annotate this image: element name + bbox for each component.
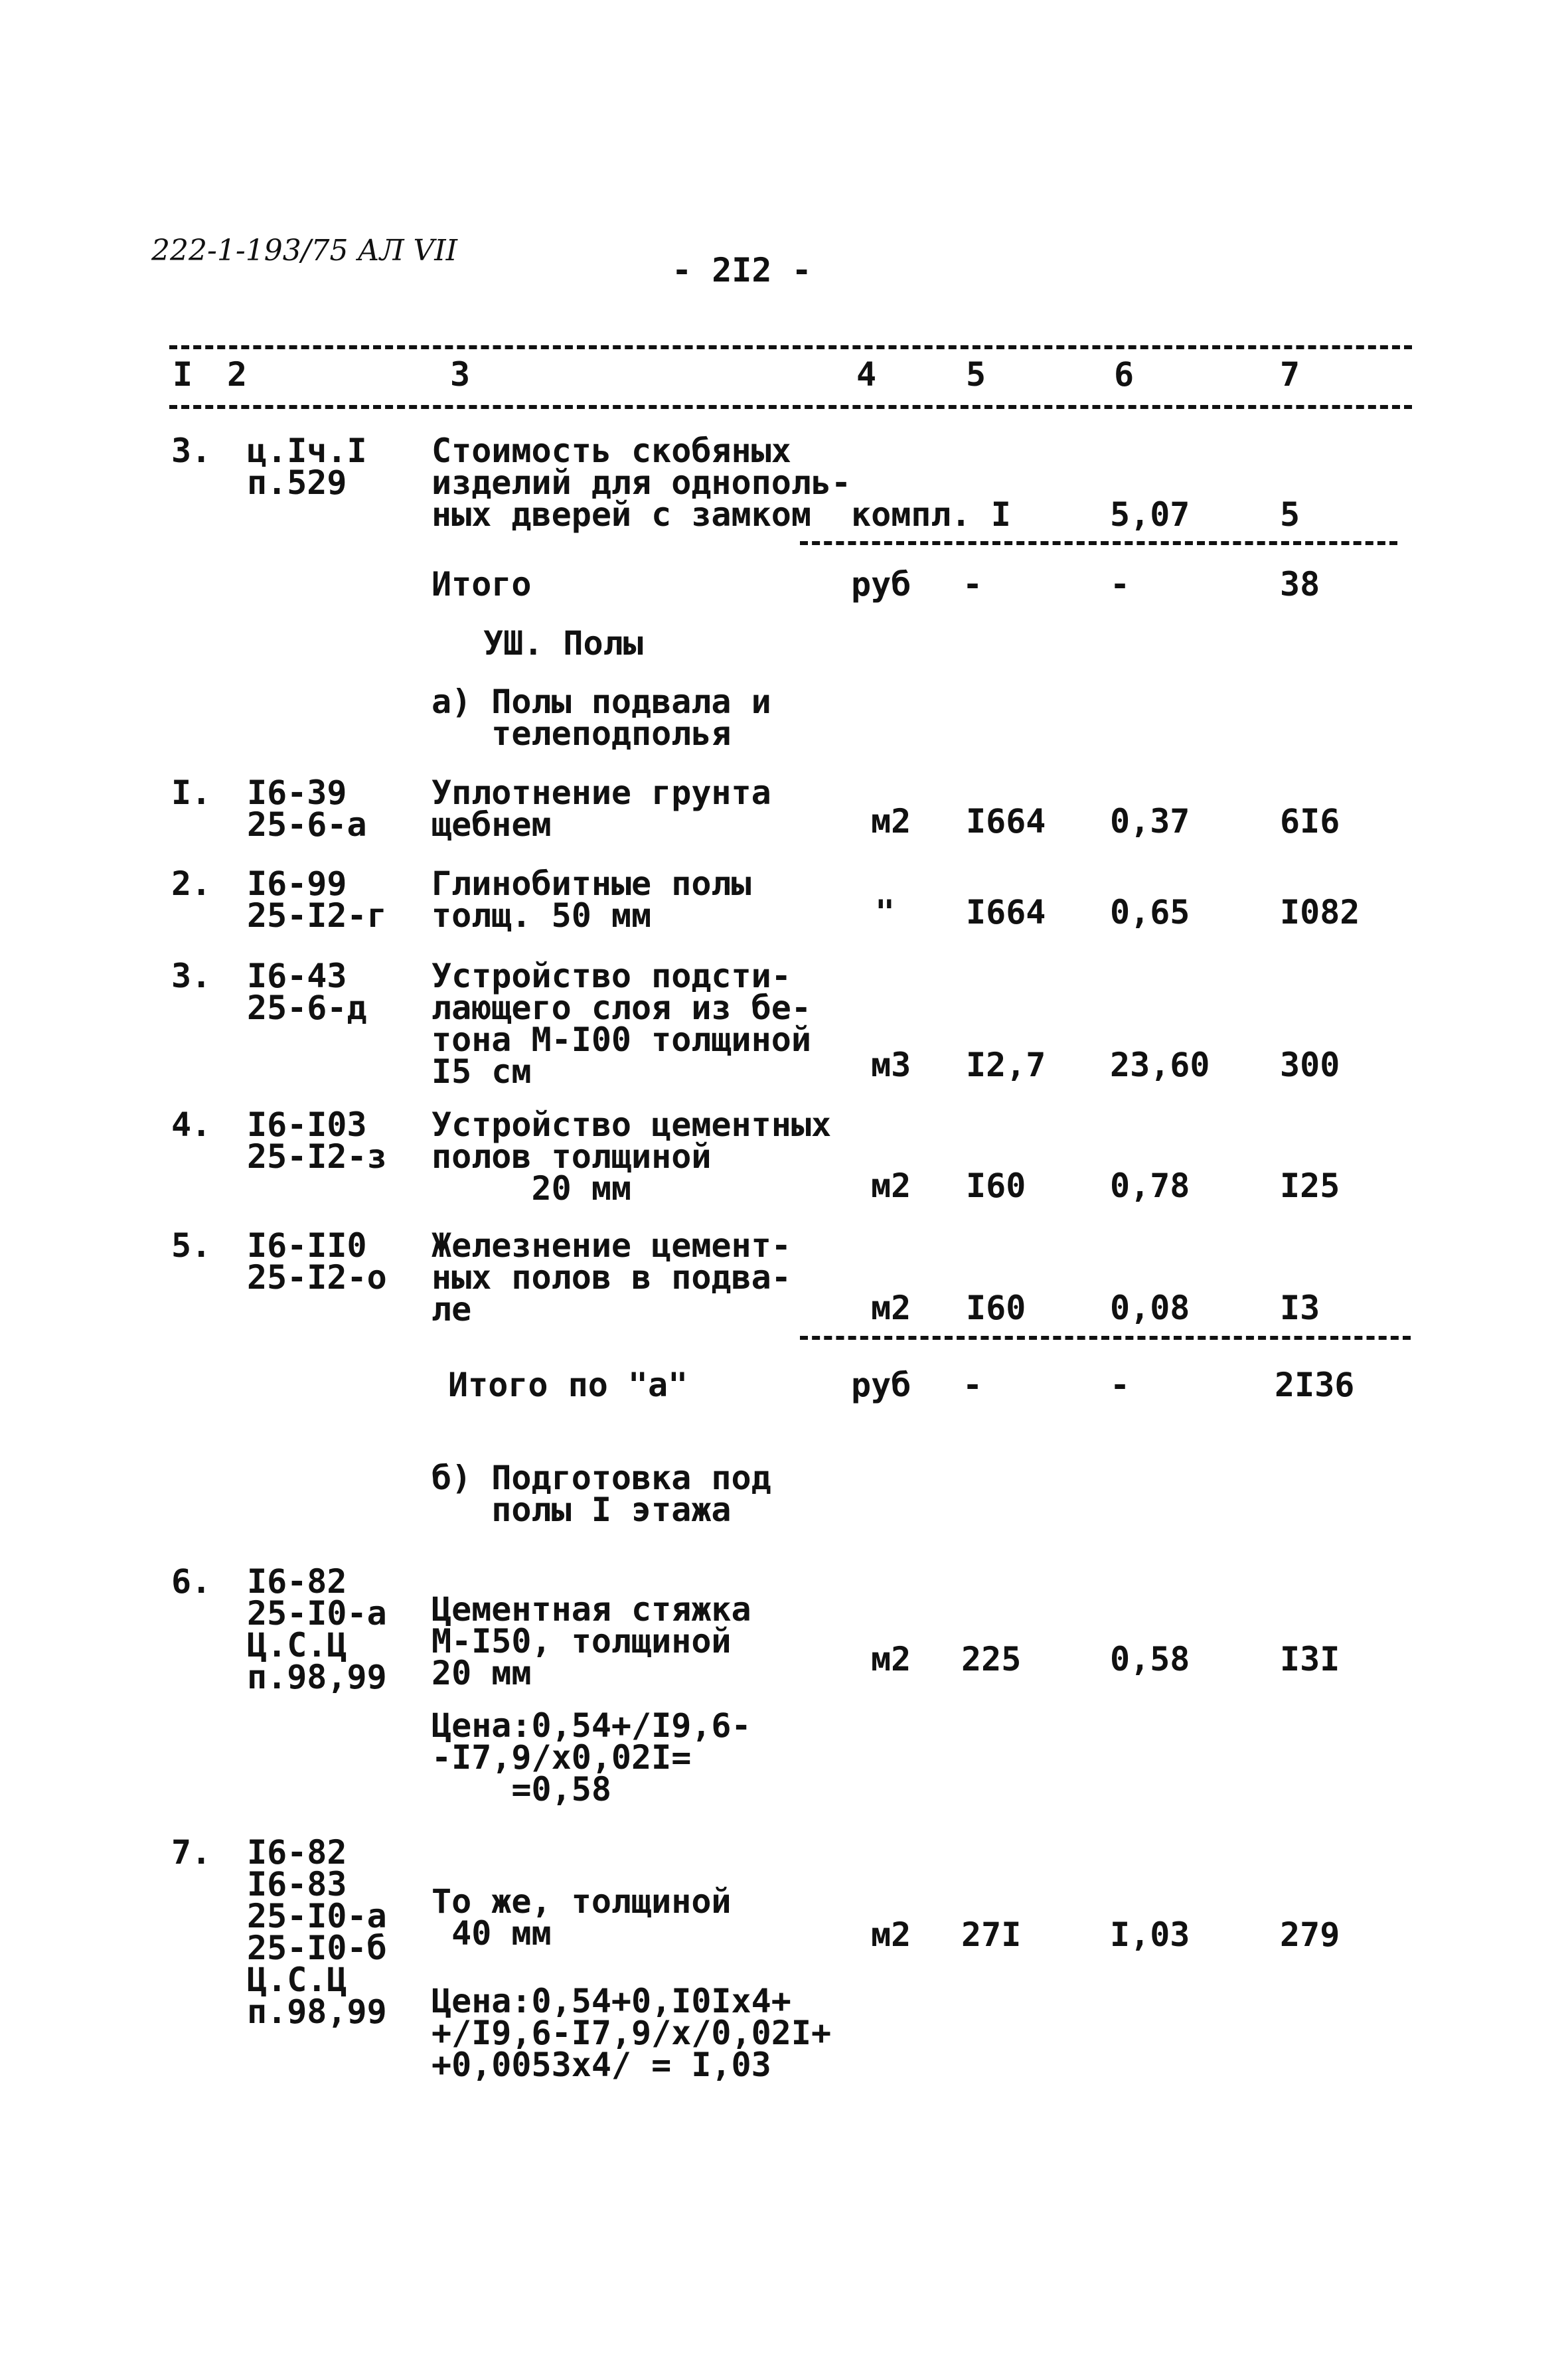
row-qty: I664 <box>966 802 1046 841</box>
row-qty: I664 <box>966 893 1046 932</box>
row-unit: м3 <box>871 1046 911 1084</box>
price-calculation-note: Цена:0,54+/I9,6- -I7,9/х0,02I= =0,58 <box>431 1706 751 1809</box>
row-description: Железнение цемент- ных полов в подва- ле <box>431 1226 791 1329</box>
column-header-2: 2 <box>227 355 248 394</box>
row-qty: I60 <box>966 1167 1026 1205</box>
column-header-1: I <box>173 355 193 394</box>
row-description: Глинобитные полы толщ. 50 мм <box>431 864 751 935</box>
row-reference: I6-39 25-6-а <box>247 773 367 844</box>
column-header-7: 7 <box>1280 355 1300 394</box>
subtotal-unit: руб <box>851 1366 911 1404</box>
header-top-divider <box>169 345 1412 349</box>
row-qty: 27I <box>961 1915 1022 1954</box>
section-heading: УШ. Полы <box>483 624 643 663</box>
row-price: 5,07 <box>1110 495 1190 534</box>
subtotal-qty: - <box>963 565 983 604</box>
column-header-5: 5 <box>966 355 986 394</box>
row-unit: компл. I <box>851 495 1011 534</box>
row-qty: I2,7 <box>966 1046 1046 1084</box>
subtotal-price: - <box>1110 1366 1131 1404</box>
row-number: 3. <box>171 957 212 995</box>
row-price: I,03 <box>1110 1915 1190 1954</box>
row-number: 3. <box>171 432 212 470</box>
row-price: 23,60 <box>1110 1046 1210 1084</box>
row-number: 6. <box>171 1562 212 1601</box>
row-price: 0,08 <box>1110 1289 1190 1327</box>
column-header-6: 6 <box>1114 355 1135 394</box>
row-unit: м2 <box>871 1167 911 1205</box>
row-price: 0,37 <box>1110 802 1190 841</box>
row-unit: м2 <box>871 1289 911 1327</box>
row-description: Устройство подсти- лающего слоя из бе- тона М-I00 толщиной I5 см <box>431 957 811 1091</box>
row-reference: I6-99 25-I2-г <box>247 864 387 935</box>
row-number: 7. <box>171 1833 212 1872</box>
subtotal-label: Итого по "а" <box>448 1366 688 1404</box>
row-unit: м2 <box>871 1915 911 1954</box>
row-total: 6I6 <box>1280 802 1340 841</box>
subtotal-total: 38 <box>1280 565 1320 604</box>
subtotal-divider <box>800 541 1397 545</box>
price-calculation-note: Цена:0,54+0,I0Iх4+ +/I9,6-I7,9/х/0,02I+ +0,0053х4/ = I,03 <box>431 1982 832 2084</box>
row-unit: " <box>875 893 896 932</box>
row-total: I082 <box>1280 893 1360 932</box>
row-total: 5 <box>1280 495 1300 534</box>
row-total: 279 <box>1280 1915 1340 1954</box>
row-reference: I6-82 25-I0-а Ц.С.Ц п.98,99 <box>247 1562 387 1696</box>
row-unit: м2 <box>871 802 911 841</box>
document-code: 222-1-193/75 АЛ VII <box>151 234 458 268</box>
row-number: 4. <box>171 1105 212 1144</box>
row-total: 300 <box>1280 1046 1340 1084</box>
subtotal-price: - <box>1110 565 1131 604</box>
subtotal-divider <box>800 1336 1411 1340</box>
row-total: I3 <box>1280 1289 1320 1327</box>
subtotal-qty: - <box>963 1366 983 1404</box>
row-unit: м2 <box>871 1640 911 1678</box>
subtotal-total: 2I36 <box>1275 1366 1355 1404</box>
row-description: Стоимость скобяных изделий для однополь- ных дверей с замком <box>431 432 852 534</box>
row-price: 0,58 <box>1110 1640 1190 1678</box>
row-number: I. <box>171 773 212 812</box>
row-number: 5. <box>171 1226 212 1265</box>
row-reference: I6-43 25-6-д <box>247 957 367 1027</box>
subtotal-unit: руб <box>851 565 911 604</box>
row-price: 0,65 <box>1110 893 1190 932</box>
row-description: Цементная стяжка М-I50, толщиной 20 мм <box>431 1590 751 1692</box>
page-number: - 2I2 - <box>672 251 812 289</box>
row-description: Уплотнение грунта щебнем <box>431 773 771 844</box>
subtotal-label: Итого <box>431 565 532 604</box>
row-qty: I60 <box>966 1289 1026 1327</box>
header-bottom-divider <box>169 405 1412 409</box>
column-header-3: 3 <box>450 355 471 394</box>
subsection-heading-b: б) Подготовка под полы I этажа <box>431 1459 771 1529</box>
row-reference: ц.Iч.I п.529 <box>247 432 367 502</box>
row-total: I3I <box>1280 1640 1340 1678</box>
row-description: То же, толщиной 40 мм <box>431 1882 732 1953</box>
column-header-4: 4 <box>856 355 877 394</box>
subsection-heading-a: а) Полы подвала и телеподполья <box>431 683 771 753</box>
row-reference: I6-I03 25-I2-з <box>247 1105 387 1176</box>
row-reference: I6-82 I6-83 25-I0-а 25-I0-б Ц.С.Ц п.98,99 <box>247 1833 387 2031</box>
row-reference: I6-II0 25-I2-о <box>247 1226 387 1297</box>
row-description: Устройство цементных полов толщиной 20 мм <box>431 1105 832 1208</box>
row-number: 2. <box>171 864 212 903</box>
row-total: I25 <box>1280 1167 1340 1205</box>
row-qty: 225 <box>961 1640 1022 1678</box>
row-price: 0,78 <box>1110 1167 1190 1205</box>
